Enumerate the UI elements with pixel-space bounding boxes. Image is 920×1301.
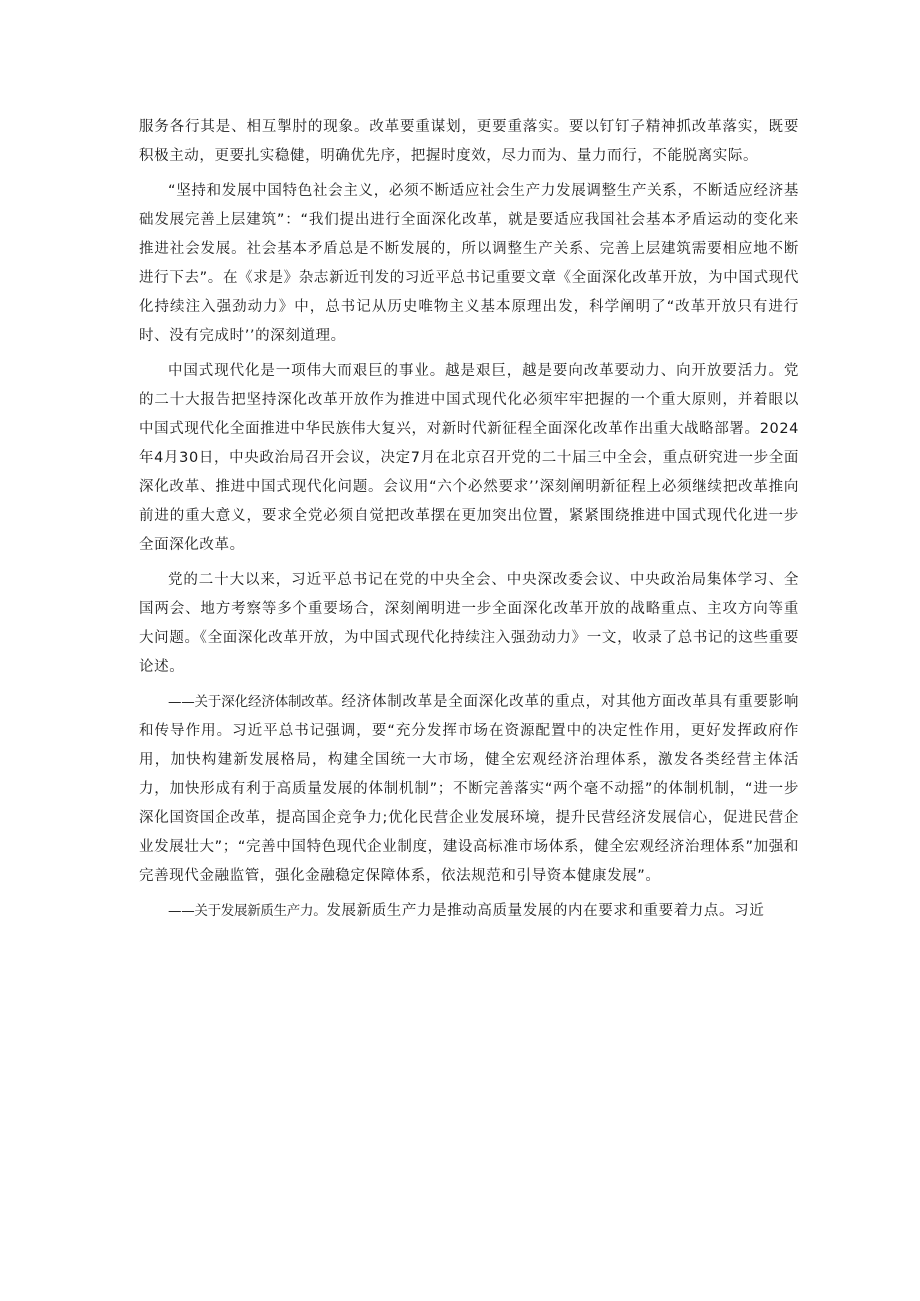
section-heading-new-productivity: ——关于发展新质生产力。 (168, 903, 327, 919)
paragraph-5 (139, 688, 799, 891)
paragraph-6-text: 发展新质生产力是推动高质量发展的内在要求和重要着力点。习近 (326, 903, 765, 919)
paragraph-1 (139, 113, 799, 171)
section-heading-economic-reform: ——关于深化经济体制改革。 (168, 694, 342, 710)
paragraph-4 (139, 566, 799, 682)
paragraph-5-text: 经济体制改革是全面深化改革的重点，对其他方面改革具有重要影响和传导作用。习近平总书记强调，要“充分发挥市场在资源配置中的决定性作用，更好发挥政府作用，加快构建新发展格局，构建全国统一大市场，健全宏观经济治理体系，激发各类经营主体活力，加快形成有利于高质量发展的体制机制”；不断完善落实“两个毫不动摇”的体制机制，“进一步深化国资国企改革，提高国企竞争力;优化民营企业发展环境，提升民营经济发展信心，促进民营企业发展壮大”；“完善中国特色现代企业制度，建设高标准市场体系，健全宏观经济治理体系”加强和完善现代金融监管，强化金融稳定保障体系，依法规范和引导资本健康发展”。 (139, 694, 800, 884)
paragraph-3 (139, 357, 799, 560)
paragraph-1-text: 服务各行其是、相互掣肘的现象。改革要重谋划，更要重落实。要以钉钉子精神抓改革落实，既要积极主动，更要扎实稳健，明确优先序，把握时度效，尽力而为、量力而行，不能脱离实际。 (139, 119, 799, 164)
paragraph-2 (139, 177, 799, 351)
paragraph-6 (139, 897, 799, 926)
document-body (139, 113, 799, 932)
paragraph-3-text: 中国式现代化是一项伟大而艰巨的事业。越是艰巨，越是要向改革要动力、向开放要活力。党的二十大报告把坚持深化改革开放作为推进中国式现代化必须牢牢把握的一个重大原则，并着眼以中国式现代化全面推进中华民族伟大复兴，对新时代新征程全面深化改革作出重大战略部署。2024年4月30日，中央政治局召开会议，决定7月在北京召开党的二十届三中全会，重点研究进一步全面深化改革、推进中国式现代化问题。会议用“六个必然要求’’深刻阐明新征程上必须继续把改革推向前进的重大意义，要求全党必须自觉把改革摆在更加突出位置，紧紧围绕推进中国式现代化进一步全面深化改革。 (139, 363, 799, 553)
paragraph-2-text: “坚持和发展中国特色社会主义，必须不断适应社会生产力发展调整生产关系，不断适应经济基础发展完善上层建筑”：“我们提出进行全面深化改革，就是要适应我国社会基本矛盾运动的变化来推进社会发展。社会基本矛盾总是不断发展的，所以调整生产关系、完善上层建筑需要相应地不断进行下去”。在《求是》杂志新近刊发的习近平总书记重要文章《全面深化改革开放，为中国式现代化持续注入强劲动力》中，总书记从历史唯物主义基本原理出发，科学阐明了“改革开放只有进行时、没有完成时’’的深刻道理。 (139, 183, 799, 344)
paragraph-4-text: 党的二十大以来，习近平总书记在党的中央全会、中央深改委会议、中央政治局集体学习、全国两会、地方考察等多个重要场合，深刻阐明进一步全面深化改革开放的战略重点、主攻方向等重大问题。《全面深化改革开放，为中国式现代化持续注入强劲动力》一文，收录了总书记的这些重要论述。 (139, 572, 799, 675)
